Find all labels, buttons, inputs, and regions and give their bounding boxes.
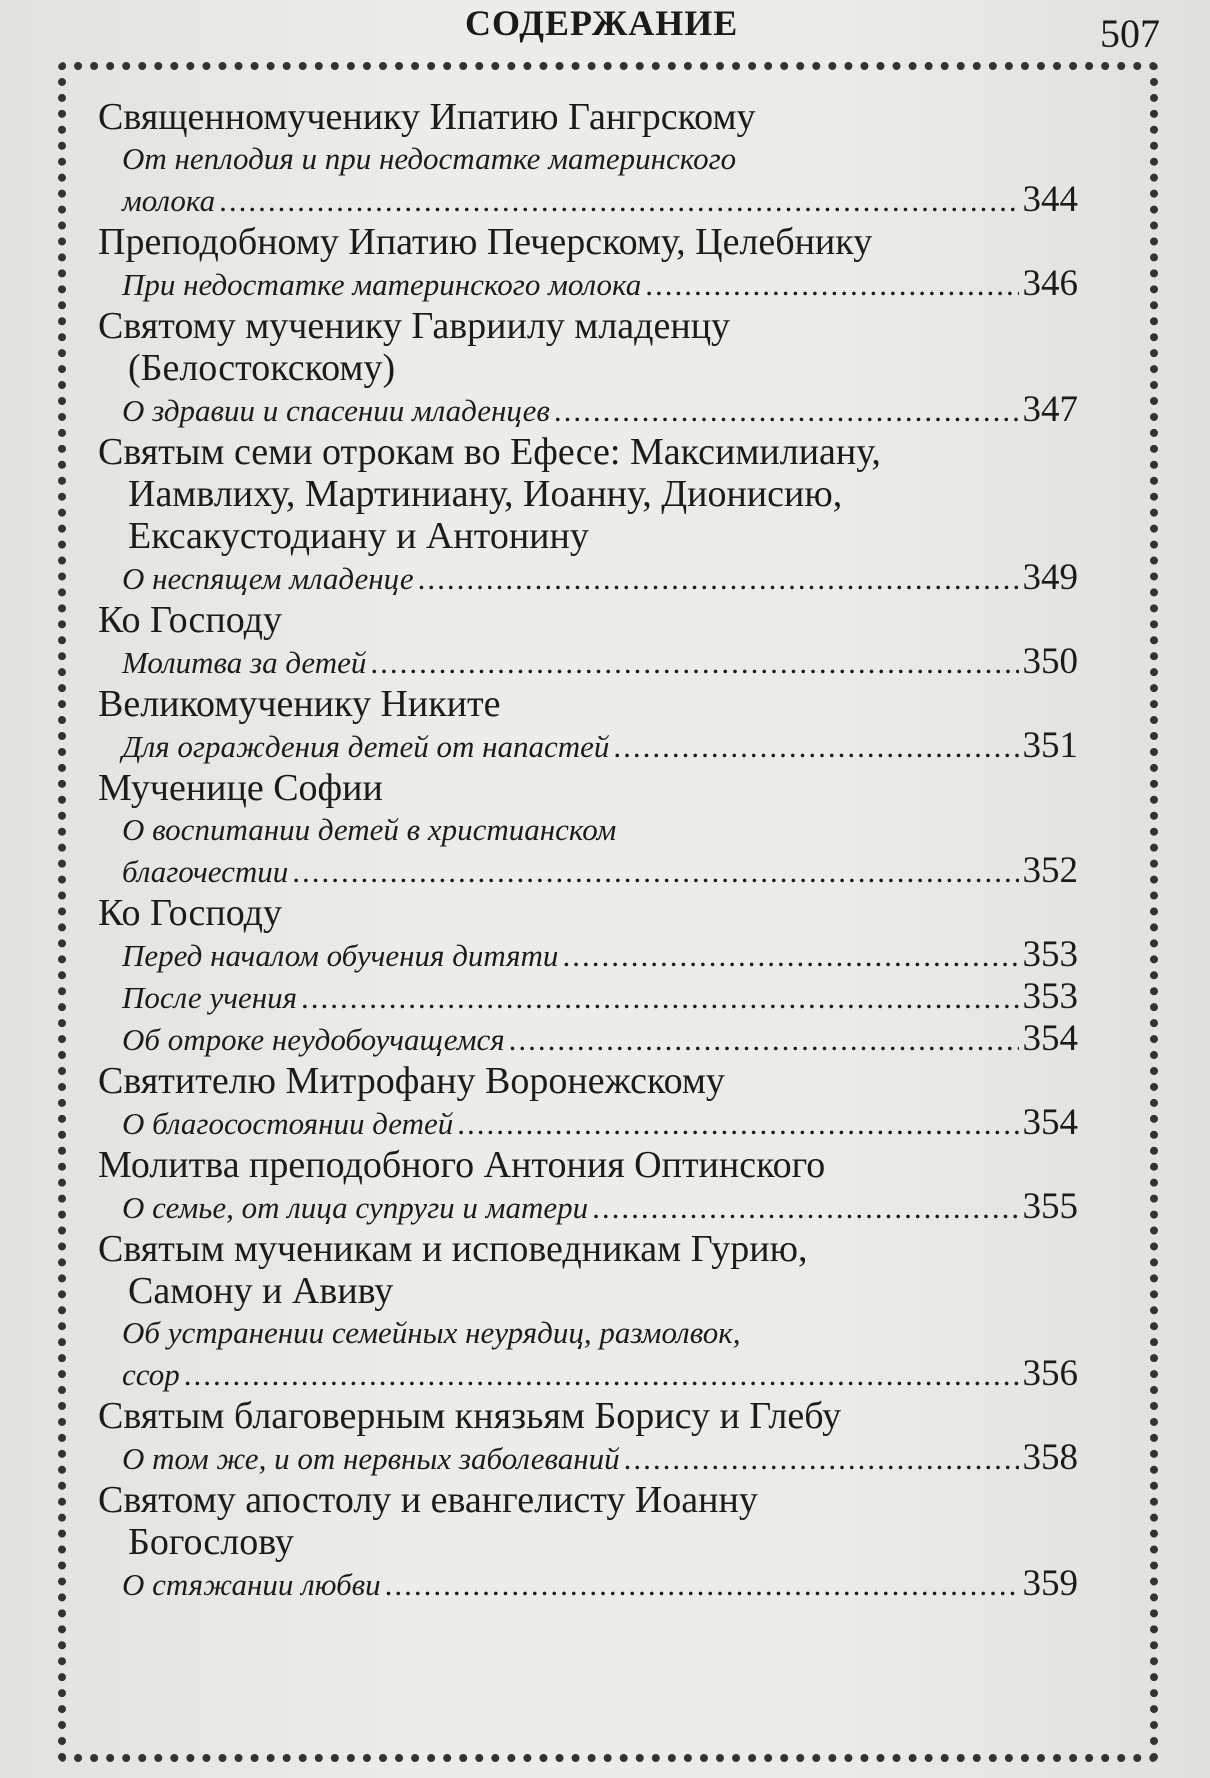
dot-leader [624, 1438, 1019, 1479]
toc-heading-line: Иамвлиху, Мартиниану, Иоанну, Дионисию, [128, 473, 843, 515]
dot-leader [457, 1103, 1018, 1144]
toc-heading-line: Преподобному Ипатию Печерскому, Целебнику [98, 221, 873, 263]
toc-leader-row [122, 263, 1078, 305]
toc-heading-line: Ексакустодиану и Антонину [128, 515, 589, 557]
toc-subentry-line: О том же, и от нервных заболеваний [122, 1441, 620, 1476]
toc-heading-line: Священномученику Ипатию Гангрскому [98, 96, 756, 138]
toc-subentry [98, 725, 1078, 767]
toc-page-number: 349 [1022, 557, 1078, 598]
toc-entry [98, 1228, 1078, 1395]
toc-subentry-line: О семье, от лица супруги и матери [122, 1190, 589, 1225]
toc-subentry-line: ссор [122, 1357, 180, 1392]
dot-leader [292, 851, 1018, 892]
toc-entry [98, 767, 1078, 892]
dot-leader [554, 390, 1019, 431]
toc-subentry-line: Об отроке неудобоучащемся [122, 1022, 505, 1057]
toc-entry [98, 1479, 1078, 1605]
toc-page-number: 347 [1022, 389, 1078, 430]
toc-page-number: 353 [1022, 934, 1078, 975]
toc-page-number: 344 [1022, 179, 1078, 220]
toc-leader-row [122, 850, 1078, 892]
toc-subentry-line: благочестии [122, 854, 289, 889]
toc-subentry [98, 1186, 1078, 1228]
toc-heading [98, 1144, 1078, 1186]
toc-heading [98, 96, 1078, 138]
toc-subentry-line: О неспящем младенце [122, 561, 414, 596]
toc-entry [98, 1144, 1078, 1228]
toc-subentry-line: О стяжании любви [122, 1567, 381, 1602]
toc-subentry [98, 557, 1078, 599]
toc-heading-line: Ко Господу [98, 599, 282, 641]
toc-leader-row [122, 641, 1078, 683]
toc-subentry-line: О воспитании детей в христианском [122, 812, 617, 847]
toc-entry [98, 1060, 1078, 1144]
toc-entry [98, 305, 1078, 431]
toc-leader-row [122, 1102, 1078, 1144]
dot-leader [562, 935, 1018, 976]
toc-heading-line: Великомученику Никите [98, 683, 501, 725]
toc-subentry-line: Перед началом обучения дитяти [122, 938, 559, 973]
toc-subentry-line: О благосостоянии детей [122, 1106, 454, 1141]
dot-leader [592, 1187, 1018, 1228]
toc-leader-row [122, 1563, 1078, 1605]
toc-heading [98, 767, 1078, 809]
table-of-contents [98, 96, 1078, 1605]
toc-heading [98, 431, 1078, 557]
dot-leader [219, 180, 1018, 221]
toc-subentry [98, 1437, 1078, 1479]
toc-subentry-line: молока [122, 183, 216, 218]
toc-subentry-line: Молитва за детей [122, 645, 367, 680]
page-header [0, 0, 1210, 56]
toc-heading-line: Мученице Софии [98, 767, 383, 809]
toc-heading [98, 1060, 1078, 1102]
toc-leader-row [122, 725, 1078, 767]
toc-subentry [98, 1102, 1078, 1144]
toc-heading [98, 1395, 1078, 1437]
toc-entry [98, 1395, 1078, 1479]
toc-heading-line: Святым мученикам и исповедникам Гурию, [98, 1228, 808, 1270]
toc-entry [98, 892, 1078, 1060]
dot-leader [385, 1564, 1019, 1605]
toc-heading-line: Богослову [128, 1521, 294, 1563]
toc-entry [98, 599, 1078, 683]
toc-heading-line: Святому мученику Гавриилу младенцу [98, 305, 731, 347]
toc-page-number: 358 [1022, 1437, 1078, 1478]
toc-page-number: 352 [1022, 850, 1078, 891]
dot-leader [509, 1019, 1019, 1060]
toc-heading [98, 221, 1078, 263]
toc-heading-line: Святителю Митрофану Воронежскому [98, 1060, 725, 1102]
toc-page-number: 355 [1022, 1186, 1078, 1227]
toc-subentry-line: Об устранении семейных неурядиц, размолвок, [122, 1315, 741, 1350]
toc-heading-line: Молитва преподобного Антония Оптинского [98, 1144, 826, 1186]
toc-heading [98, 892, 1078, 934]
toc-heading [98, 1228, 1078, 1312]
toc-leader-row [122, 976, 1078, 1018]
toc-page-number: 354 [1022, 1102, 1078, 1143]
toc-subentry-line: Для ограждения детей от напастей [122, 729, 610, 764]
toc-entry [98, 96, 1078, 221]
toc-leader-row [122, 179, 1078, 221]
toc-heading [98, 305, 1078, 389]
toc-subentry-line: О здравии и спасении младенцев [122, 393, 550, 428]
toc-subentry [98, 1563, 1078, 1605]
toc-heading-line: Святым семи отрокам во Ефесе: Максимилиану, [98, 431, 881, 473]
page-title: СОДЕРЖАНИЕ [465, 3, 739, 43]
toc-page-number: 354 [1022, 1018, 1078, 1059]
toc-page-number: 359 [1022, 1563, 1078, 1604]
toc-subentry [98, 138, 1078, 221]
toc-subentry [98, 1018, 1078, 1060]
toc-leader-row [122, 934, 1078, 976]
dot-leader [184, 1354, 1019, 1395]
toc-leader-row [122, 389, 1078, 431]
dot-leader [645, 264, 1018, 305]
toc-page-number: 353 [1022, 976, 1078, 1017]
toc-heading [98, 599, 1078, 641]
dot-leader [613, 726, 1018, 767]
toc-entry [98, 683, 1078, 767]
toc-subentry [98, 263, 1078, 305]
toc-page-number: 356 [1022, 1353, 1078, 1394]
toc-heading-line: (Белостокскому) [128, 347, 396, 389]
toc-leader-row [122, 1353, 1078, 1395]
toc-leader-row [122, 1186, 1078, 1228]
toc-entry [98, 431, 1078, 599]
toc-subentry [98, 934, 1078, 976]
page-number: 507 [1100, 11, 1160, 56]
toc-heading [98, 1479, 1078, 1563]
toc-heading [98, 683, 1078, 725]
toc-subentry-line: От неплодия и при недостатке материнского [122, 141, 737, 176]
dot-leader [301, 977, 1018, 1018]
dot-leader [418, 558, 1019, 599]
toc-subentry [98, 976, 1078, 1018]
toc-heading-line: Самону и Авиву [128, 1270, 394, 1312]
dot-leader [370, 642, 1018, 683]
toc-page-number: 350 [1022, 641, 1078, 682]
toc-subentry [98, 389, 1078, 431]
toc-page-number: 351 [1022, 725, 1078, 766]
toc-heading-line: Святым благоверным князьям Борису и Глебу [98, 1395, 842, 1437]
toc-subentry [98, 1312, 1078, 1395]
toc-entry [98, 221, 1078, 305]
toc-subentry-line: После учения [122, 980, 298, 1015]
toc-leader-row [122, 1437, 1078, 1479]
toc-heading-line: Святому апостолу и евангелисту Иоанну [98, 1479, 758, 1521]
toc-leader-row [122, 557, 1078, 599]
toc-leader-row [122, 1018, 1078, 1060]
toc-page-number: 346 [1022, 263, 1078, 304]
toc-subentry [98, 809, 1078, 892]
toc-subentry [98, 641, 1078, 683]
toc-heading-line: Ко Господу [98, 892, 282, 934]
toc-subentry-line: При недостатке материнского молока [122, 267, 642, 302]
